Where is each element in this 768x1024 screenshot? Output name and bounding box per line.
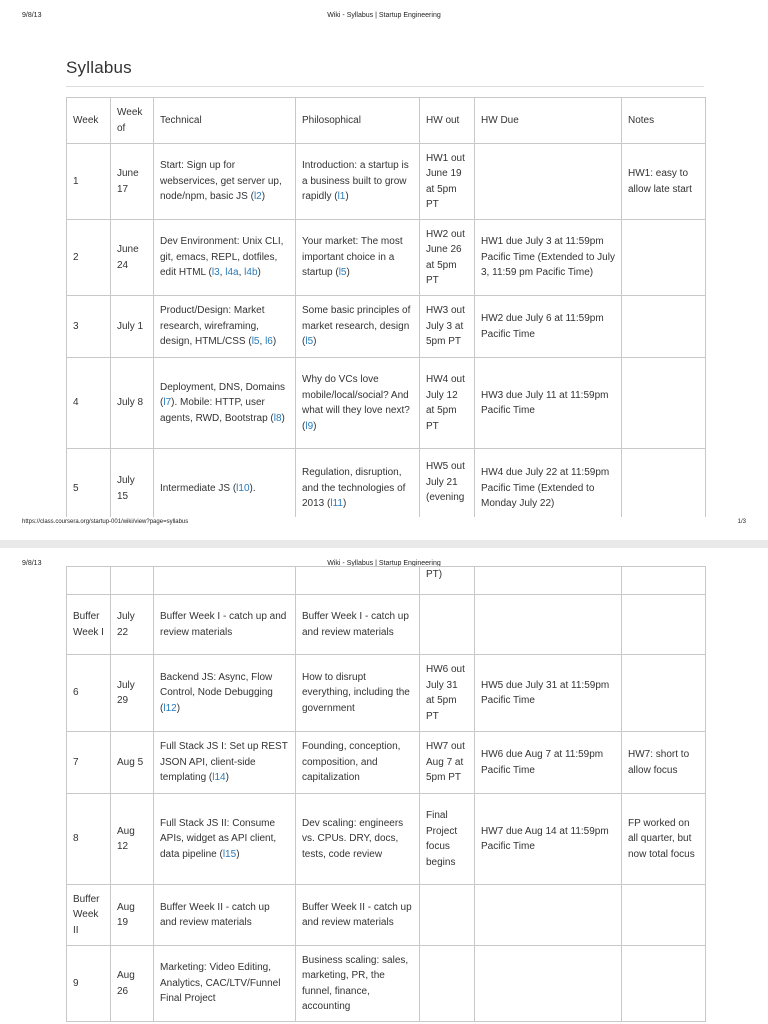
cell-hw-due: HW3 due July 11 at 11:59pm Pacific Time <box>475 358 622 449</box>
cell-week: Buffer Week I <box>67 595 111 655</box>
cell-week: Buffer Week II <box>67 885 111 946</box>
cell-hw-due: HW5 due July 31 at 11:59pm Pacific Time <box>475 655 622 732</box>
cell-week-of: June 24 <box>111 220 154 296</box>
cell-technical: Dev Environment: Unix CLI, git, emacs, REPL, dotfiles, edit HTML (l3, l4a, l4b) <box>154 220 296 296</box>
col-header-hw-due: HW Due <box>475 98 622 144</box>
lecture-link[interactable]: l12 <box>163 702 177 714</box>
print-url: https://class.coursera.org/startup-001/wiki/view?page=syllabus <box>22 519 189 525</box>
cell-philosophical: Why do VCs love mobile/local/social? And what will they love next? (l9) <box>296 358 420 449</box>
print-date-2: 9/8/13 <box>22 560 42 567</box>
cell-hw-due: HW1 due July 3 at 11:59pm Pacific Time (Extended to July 3, 11:59 pm Pacific Time) <box>475 220 622 296</box>
cell-hw-out: HW2 out June 26 at 5pm PT <box>420 220 475 296</box>
cell-notes <box>622 655 706 732</box>
cell-hw-out: Final Project focus begins <box>420 794 475 885</box>
print-footer <box>0 519 768 531</box>
cell-week-of: July 1 <box>111 296 154 358</box>
table-row <box>67 449 706 518</box>
cell-week-of: Aug 5 <box>111 732 154 794</box>
cell-notes: FP worked on all quarter, but now total focus <box>622 794 706 885</box>
cell-philosophical: Business scaling: sales, marketing, PR, the funnel, finance, accounting <box>296 946 420 1022</box>
cell-technical: Start: Sign up for webservices, get server up, node/npm, basic JS (l2) <box>154 144 296 220</box>
cell-philosophical: How to disrupt everything, including the government <box>296 655 420 732</box>
table-row <box>67 358 706 449</box>
lecture-link[interactable]: l4a <box>225 267 239 279</box>
cell-week-of: Aug 12 <box>111 794 154 885</box>
lecture-link[interactable]: l14 <box>212 772 226 784</box>
lecture-link[interactable]: l9 <box>305 420 314 432</box>
cell-technical: Marketing: Video Editing, Analytics, CAC/LTV/Funnel Final Project <box>154 946 296 1022</box>
table-row <box>67 946 706 1022</box>
cell-hw-due <box>475 885 622 946</box>
page-title: Syllabus <box>66 58 132 77</box>
cell-week-of: July 22 <box>111 595 154 655</box>
pdf-page-2 <box>0 548 768 1024</box>
cell-technical: Full Stack JS I: Set up REST JSON API, client-side templating (l14) <box>154 732 296 794</box>
cell-philosophical: Regulation, disruption, and the technologies of 2013 (l11) <box>296 449 420 518</box>
cell-notes <box>622 595 706 655</box>
cell-philosophical: Buffer Week I - catch up and review materials <box>296 595 420 655</box>
cell-hw-out: HW5 out July 21 (evening <box>420 449 475 518</box>
col-header-week-of: Week of <box>111 98 154 144</box>
cell-week-of: July 15 <box>111 449 154 518</box>
syllabus-table-continued <box>66 566 706 1022</box>
lecture-link[interactable]: l8 <box>273 412 282 424</box>
lecture-link[interactable]: l1 <box>337 191 346 203</box>
lecture-link[interactable]: l15 <box>222 848 237 860</box>
cell-hw-due <box>475 946 622 1022</box>
lecture-link[interactable]: l5 <box>251 336 260 348</box>
cell-hw-due <box>475 595 622 655</box>
cell-philosophical: Your market: The most important choice in a startup (l5) <box>296 220 420 296</box>
print-title-2: Wiki - Syllabus | Startup Engineering <box>327 560 441 567</box>
cell-hw-out: HW3 out July 3 at 5pm PT <box>420 296 475 358</box>
cell-notes <box>622 946 706 1022</box>
cell-notes: HW7: short to allow focus <box>622 732 706 794</box>
col-header-technical: Technical <box>154 98 296 144</box>
cell-week: 5 <box>67 449 111 518</box>
cell-hw-out: HW7 out Aug 7 at 5pm PT <box>420 732 475 794</box>
col-header-hw-out: HW out <box>420 98 475 144</box>
cell-week: 9 <box>67 946 111 1022</box>
lecture-link[interactable]: l5 <box>305 336 314 348</box>
lecture-link[interactable]: l10 <box>236 482 250 494</box>
table-row <box>67 794 706 885</box>
cell-week-of: July 8 <box>111 358 154 449</box>
cell-notes <box>622 296 706 358</box>
table-row <box>67 732 706 794</box>
cell-hw-due: HW2 due July 6 at 11:59pm Pacific Time <box>475 296 622 358</box>
cell-hw-out <box>420 946 475 1022</box>
col-header-notes: Notes <box>622 98 706 144</box>
print-title: Wiki - Syllabus | Startup Engineering <box>327 12 441 19</box>
cell-philosophical: Introduction: a startup is a business built to grow rapidly (l1) <box>296 144 420 220</box>
print-page-number: 1/3 <box>737 519 746 525</box>
cell-technical: Intermediate JS (l10). <box>154 449 296 518</box>
cell-technical: Product/Design: Market research, wireframing, design, HTML/CSS (l5, l6) <box>154 296 296 358</box>
table-row <box>67 595 706 655</box>
cell-hw-due: HW6 due Aug 7 at 11:59pm Pacific Time <box>475 732 622 794</box>
cell-hw-out: HW1 out June 19 at 5pm PT <box>420 144 475 220</box>
table-clip-2 <box>0 548 768 1024</box>
table-row <box>67 144 706 220</box>
cell-week-of: Aug 26 <box>111 946 154 1022</box>
cell-philosophical: Founding, conception, composition, and capitalization <box>296 732 420 794</box>
lecture-link[interactable]: l11 <box>330 498 343 510</box>
cell-week-of: Aug 19 <box>111 885 154 946</box>
table-row <box>67 296 706 358</box>
col-header-week: Week <box>67 98 111 144</box>
cell-hw-out <box>420 595 475 655</box>
cell-week-of: June 17 <box>111 144 154 220</box>
syllabus-table <box>66 97 706 517</box>
cell-philosophical: Buffer Week II - catch up and review materials <box>296 885 420 946</box>
lecture-link[interactable]: l6 <box>265 336 273 348</box>
cell-week: 1 <box>67 144 111 220</box>
cell-hw-due: HW4 due July 22 at 11:59pm Pacific Time (Extended to Monday July 22) <box>475 449 622 518</box>
lecture-link[interactable]: l4b <box>244 267 258 279</box>
cell-hw-due <box>475 144 622 220</box>
cell-notes <box>622 885 706 946</box>
cell-technical: Backend JS: Async, Flow Control, Node Debugging (l12) <box>154 655 296 732</box>
cell-week: 2 <box>67 220 111 296</box>
lecture-link[interactable]: l7 <box>163 397 172 409</box>
cell-hw-out: HW4 out July 12 at 5pm PT <box>420 358 475 449</box>
cell-hw-out: HW6 out July 31 at 5pm PT <box>420 655 475 732</box>
cell-notes: HW1: easy to allow late start <box>622 144 706 220</box>
cell-technical: Full Stack JS II: Consume APIs, widget as API client, data pipeline (l15) <box>154 794 296 885</box>
lecture-link[interactable]: l5 <box>338 267 347 279</box>
table-row <box>67 220 706 296</box>
cell-hw-out-continued: PT) <box>420 567 475 595</box>
cell-notes <box>622 449 706 518</box>
cell-hw-due: HW7 due Aug 14 at 11:59pm Pacific Time <box>475 794 622 885</box>
cell-technical: Buffer Week I - catch up and review materials <box>154 595 296 655</box>
cell-week: 4 <box>67 358 111 449</box>
lecture-link[interactable]: l2 <box>253 191 262 203</box>
cell-philosophical: Dev scaling: engineers vs. CPUs. DRY, docs, tests, code review <box>296 794 420 885</box>
cell-hw-out <box>420 885 475 946</box>
lecture-link[interactable]: l3 <box>211 267 220 279</box>
cell-week: 7 <box>67 732 111 794</box>
table-header-row <box>67 98 706 144</box>
cell-week: 6 <box>67 655 111 732</box>
cell-notes <box>622 358 706 449</box>
col-header-philosophical: Philosophical <box>296 98 420 144</box>
cell-week-of: July 29 <box>111 655 154 732</box>
cell-week: 8 <box>67 794 111 885</box>
cell-technical: Buffer Week II - catch up and review materials <box>154 885 296 946</box>
print-date: 9/8/13 <box>22 12 42 19</box>
cell-technical: Deployment, DNS, Domains (l7). Mobile: HTTP, user agents, RWD, Bootstrap (l8) <box>154 358 296 449</box>
table-row <box>67 655 706 732</box>
cell-week: 3 <box>67 296 111 358</box>
table-row-continuation <box>67 567 706 595</box>
table-row <box>67 885 706 946</box>
cell-notes <box>622 220 706 296</box>
cell-philosophical: Some basic principles of market research, design (l5) <box>296 296 420 358</box>
